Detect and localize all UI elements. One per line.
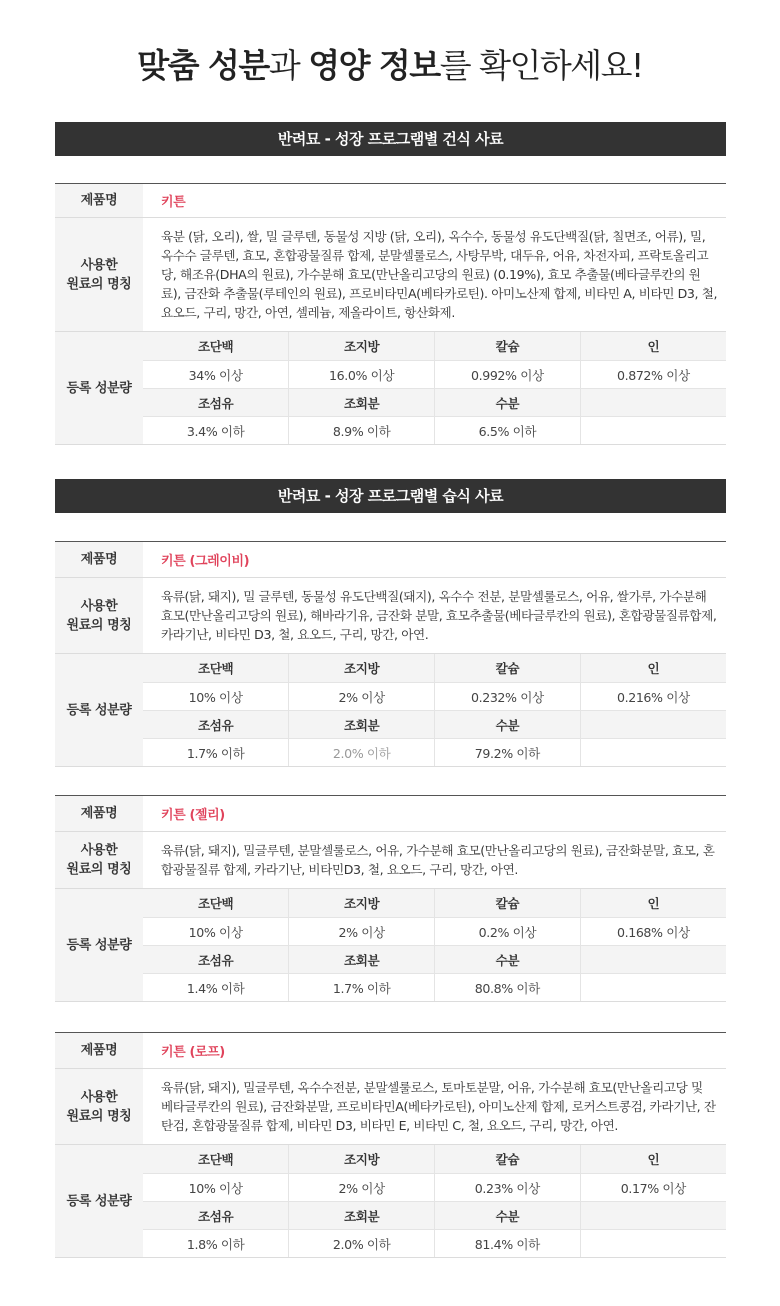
nutrients-label: 등록 성분량 <box>55 332 143 445</box>
ingredients-label <box>55 832 143 889</box>
product-name-row <box>55 542 726 578</box>
nutrient-name: 조섬유 <box>143 388 289 416</box>
nutrient-header-row <box>143 1145 726 1173</box>
nutrient-value: 2.0% 이하 <box>289 1229 435 1257</box>
nutrient-header-row <box>143 654 726 682</box>
nutrient-value: 10% 이상 <box>143 682 289 710</box>
section-header-wet-food: 반려묘 - 성장 프로그램별 습식 사료 <box>55 479 726 513</box>
product-spec-table <box>55 183 726 445</box>
nutrient-value: 0.992% 이상 <box>435 360 581 388</box>
product-name: 키튼 (그레이비) <box>143 542 726 578</box>
title-part-2: 과 <box>268 46 309 85</box>
nutrient-name: 칼슘 <box>435 654 581 682</box>
nutrient-value: 16.0% 이상 <box>289 360 435 388</box>
product-name-row <box>55 184 726 218</box>
ingredients-row <box>55 218 726 332</box>
ingredients-label-line-2: 원료의 명칭 <box>66 1108 132 1124</box>
nutrient-name: 칼슘 <box>435 332 581 360</box>
ingredients-label <box>55 1069 143 1145</box>
product-name-label: 제품명 <box>55 542 143 578</box>
nutrient-name: 인 <box>580 332 726 360</box>
nutrient-name: 인 <box>580 654 726 682</box>
nutrient-name: 인 <box>580 889 726 917</box>
nutrient-name: 수분 <box>435 945 581 973</box>
nutrient-value: 2.0% 이하 <box>289 738 435 766</box>
nutrient-name: 수분 <box>435 710 581 738</box>
product-name: 키튼 <box>143 184 726 218</box>
nutrient-grid <box>143 889 726 1001</box>
nutrient-header-row <box>143 332 726 360</box>
nutrient-value <box>580 738 726 766</box>
nutrients-cell <box>143 654 726 767</box>
nutrient-header-row <box>143 1201 726 1229</box>
nutrient-value: 34% 이상 <box>143 360 289 388</box>
title-part-1: 맞춤 성분 <box>137 46 269 85</box>
nutrient-value: 2% 이상 <box>289 1173 435 1201</box>
nutrients-row <box>55 332 726 445</box>
nutrient-value-row <box>143 682 726 710</box>
product-name: 키튼 (로프) <box>143 1033 726 1069</box>
nutrients-label: 등록 성분량 <box>55 654 143 767</box>
nutrient-name: 조지방 <box>289 889 435 917</box>
nutrient-name: 조회분 <box>289 945 435 973</box>
nutrient-value: 0.168% 이상 <box>580 917 726 945</box>
nutrient-value: 2% 이상 <box>289 682 435 710</box>
nutrient-value-row <box>143 416 726 444</box>
nutrient-value-row <box>143 360 726 388</box>
nutrient-value <box>580 1229 726 1257</box>
nutrient-value: 3.4% 이하 <box>143 416 289 444</box>
section-header-dry-food: 반려묘 - 성장 프로그램별 건식 사료 <box>55 122 726 156</box>
nutrient-value <box>580 973 726 1001</box>
nutrient-value: 10% 이상 <box>143 917 289 945</box>
ingredients-row <box>55 1069 726 1145</box>
ingredients-label <box>55 578 143 654</box>
nutrient-header-row <box>143 710 726 738</box>
nutrient-name <box>580 710 726 738</box>
nutrient-value: 80.8% 이하 <box>435 973 581 1001</box>
nutrient-name: 칼슘 <box>435 1145 581 1173</box>
ingredients-label-line-2: 원료의 명칭 <box>66 276 132 292</box>
title-part-3: 영양 정보 <box>308 46 440 85</box>
ingredients-label-line-1: 사용한 <box>80 598 118 614</box>
nutrients-label: 등록 성분량 <box>55 889 143 1002</box>
nutrients-row <box>55 889 726 1002</box>
ingredients-label-line-2: 원료의 명칭 <box>66 862 132 877</box>
ingredients-label-line-1: 사용한 <box>80 843 118 858</box>
ingredients-text: 육분 (닭, 오리), 쌀, 밀 글루텐, 동물성 지방 (닭, 오리), 옥수수, 동물성 유도단백질(닭, 칠면조, 어류), 밀, 옥수수 글루텐, 효모, 혼합광물질류 합제, 분말셀룰로스, 사탕무박, 대두유, 어유, 차전자피, 프락토올리고당, 해조유(DHA의 원료), 가수분해 효모(만난올리고당의 원료) (0.19%), 효모 추출물(베타글루칸의 원료), 금잔화 추출물(루테인의 원료), 프로비타민A(베타카로틴). 아미노산제 합제, 비타민 A, 비타민 D3, 철, 요오드, 구리, 망간, 아연, 셀레늄, 제올라이트, 항산화제. <box>143 218 726 332</box>
nutrient-grid <box>143 654 726 766</box>
product-name: 키튼 (젤리) <box>143 796 726 832</box>
nutrient-value: 79.2% 이하 <box>435 738 581 766</box>
nutrient-name: 조회분 <box>289 388 435 416</box>
product-name-row <box>55 796 726 832</box>
nutrient-value: 10% 이상 <box>143 1173 289 1201</box>
ingredients-text: 육류(닭, 돼지), 밀글루텐, 옥수수전분, 분말셀룰로스, 토마토분말, 어유, 가수분해 효모(만난올리고당 및 베타글루칸의 원료), 금잔화분말, 프로비타민A(베타카로틴), 아미노산제 합제, 로커스트콩검, 카라기난, 잔탄검, 혼합광물질류 합제, 비타민 D3, 비타민 E, 비타민 C, 철, 요오드, 구리, 망간, 아연. <box>143 1069 726 1145</box>
nutrient-value-row <box>143 738 726 766</box>
page-title <box>0 40 780 87</box>
nutrient-value-row <box>143 1173 726 1201</box>
nutrient-value <box>580 416 726 444</box>
nutrient-value: 2% 이상 <box>289 917 435 945</box>
nutrient-name: 인 <box>580 1145 726 1173</box>
ingredients-label-line-1: 사용한 <box>80 257 118 273</box>
nutrient-name: 조지방 <box>289 1145 435 1173</box>
product-name-label: 제품명 <box>55 1033 143 1069</box>
nutrients-row <box>55 654 726 767</box>
nutrient-value-row <box>143 1229 726 1257</box>
nutrient-value: 1.8% 이하 <box>143 1229 289 1257</box>
nutrient-value: 0.17% 이상 <box>580 1173 726 1201</box>
nutrient-name <box>580 945 726 973</box>
product-name-row <box>55 1033 726 1069</box>
nutrient-name: 조섬유 <box>143 945 289 973</box>
product-name-label: 제품명 <box>55 184 143 218</box>
nutrients-cell <box>143 889 726 1002</box>
nutrient-value: 8.9% 이하 <box>289 416 435 444</box>
ingredients-label-line-2: 원료의 명칭 <box>66 617 132 633</box>
product-spec-table <box>55 795 726 1002</box>
nutrient-value: 1.7% 이하 <box>289 973 435 1001</box>
nutrient-value: 1.7% 이하 <box>143 738 289 766</box>
nutrient-header-row <box>143 889 726 917</box>
nutrient-value: 0.2% 이상 <box>435 917 581 945</box>
ingredients-text: 육류(닭, 돼지), 밀 글루텐, 동물성 유도단백질(돼지), 옥수수 전분, 분말셀룰로스, 어유, 쌀가루, 가수분해효모(만난올리고당의 원료), 해바라기유, 금잔화 분말, 효모추출물(베타글루칸의 원료), 혼합광물질류합제, 카라기난, 비타민 D3, 철, 요오드, 구리, 망간, 아연. <box>143 578 726 654</box>
nutrient-value: 0.232% 이상 <box>435 682 581 710</box>
nutrient-name <box>580 1201 726 1229</box>
product-spec-table <box>55 541 726 767</box>
nutrient-name: 조섬유 <box>143 1201 289 1229</box>
nutrient-value: 0.872% 이상 <box>580 360 726 388</box>
ingredients-row <box>55 832 726 889</box>
nutrient-name: 수분 <box>435 388 581 416</box>
nutrient-grid <box>143 332 726 444</box>
nutrient-value: 6.5% 이하 <box>435 416 581 444</box>
nutrients-row <box>55 1145 726 1258</box>
nutrient-name: 조단백 <box>143 889 289 917</box>
nutrient-name: 수분 <box>435 1201 581 1229</box>
ingredients-row <box>55 578 726 654</box>
nutrient-name: 조회분 <box>289 710 435 738</box>
nutrients-label: 등록 성분량 <box>55 1145 143 1258</box>
nutrient-value: 0.23% 이상 <box>435 1173 581 1201</box>
nutrient-name: 조단백 <box>143 654 289 682</box>
nutrient-name <box>580 388 726 416</box>
nutrient-header-row <box>143 945 726 973</box>
nutrients-cell <box>143 332 726 445</box>
title-part-4: 를 확인하세요! <box>439 46 643 85</box>
nutrient-header-row <box>143 388 726 416</box>
nutrient-value: 81.4% 이하 <box>435 1229 581 1257</box>
product-spec-table <box>55 1032 726 1258</box>
nutrient-name: 조지방 <box>289 332 435 360</box>
nutrient-value: 0.216% 이상 <box>580 682 726 710</box>
nutrient-name: 조지방 <box>289 654 435 682</box>
nutrient-value: 1.4% 이하 <box>143 973 289 1001</box>
nutrient-grid <box>143 1145 726 1257</box>
nutrient-value-row <box>143 917 726 945</box>
nutrient-name: 조회분 <box>289 1201 435 1229</box>
nutrient-value-row <box>143 973 726 1001</box>
nutrient-name: 조단백 <box>143 1145 289 1173</box>
ingredients-label <box>55 218 143 332</box>
nutrient-name: 칼슘 <box>435 889 581 917</box>
ingredients-label-line-1: 사용한 <box>80 1089 118 1105</box>
nutrient-name: 조단백 <box>143 332 289 360</box>
product-name-label: 제품명 <box>55 796 143 832</box>
ingredients-text: 육류(닭, 돼지), 밀글루텐, 분말셀룰로스, 어유, 가수분해 효모(만난올리고당의 원료), 금잔화분말, 효모, 혼합광물질류 합제, 카라기난, 비타민D3, 철, 요오드, 구리, 망간, 아연. <box>143 832 726 889</box>
nutrients-cell <box>143 1145 726 1258</box>
nutrient-name: 조섬유 <box>143 710 289 738</box>
